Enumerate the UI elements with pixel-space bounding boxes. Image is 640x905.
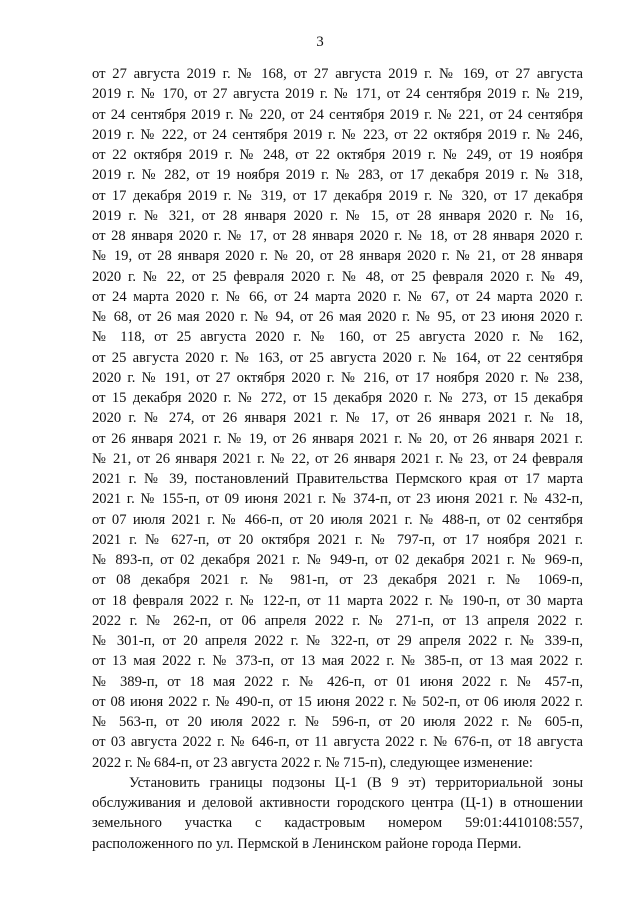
text-line: 2020 г. № 191, от 27 октября 2020 г. № 216, от 17 ноября 2020 г. № 238,: [92, 369, 583, 386]
text-line: от 22 октября 2019 г. № 248, от 22 октября 2019 г. № 249, от 19 ноября: [92, 147, 583, 163]
page-number: 3: [316, 34, 324, 50]
text-line: 2021 г. № 627-п, от 20 октября 2021 г. № 797-п, от 17 ноября 2021 г.: [92, 531, 583, 548]
text-line: от 24 сентября 2019 г. № 220, от 24 сентября 2019 г. № 221, от 24 сентября: [92, 106, 583, 123]
text-line: № 19, от 28 января 2020 г. № 20, от 28 января 2020 г. № 21, от 28 января: [92, 248, 583, 265]
text-line: от 08 декабря 2021 г. № 981-п, от 23 декабря 2021 г. № 1069-п,: [92, 572, 583, 589]
text-line: 2021 г. № 155-п, от 09 июня 2021 г. № 374-п, от 23 июня 2021 г. № 432-п,: [92, 491, 583, 508]
text-line: от 13 мая 2022 г. № 373-п, от 13 мая 2022 г. № 385-п, от 13 мая 2022 г.: [92, 653, 583, 670]
text-line: 2020 г. № 22, от 25 февраля 2020 г. № 48, от 25 февраля 2020 г. № 49,: [92, 268, 583, 285]
text-line: № 301-п, от 20 апреля 2022 г. № 322-п, от 29 апреля 2022 г. № 339-п,: [92, 633, 583, 649]
text-line: от 24 марта 2020 г. № 66, от 24 марта 2020 г. № 67, от 24 марта 2020 г.: [92, 288, 583, 305]
text-line: № 118, от 25 августа 2020 г. № 160, от 25 августа 2020 г. № 162,: [92, 329, 583, 346]
paragraph-resolution: [92, 773, 583, 854]
text-line: от 17 декабря 2019 г. № 319, от 17 декабря 2019 г. № 320, от 17 декабря: [92, 187, 583, 204]
text-line: от 07 июля 2021 г. № 466-п, от 20 июля 2021 г. № 488-п, от 02 сентября: [92, 511, 583, 528]
text-line: № 893-п, от 02 декабря 2021 г. № 949-п, от 02 декабря 2021 г. № 969-п,: [92, 552, 583, 568]
text-line: обслуживания и деловой активности городского центра (Ц-1) в отношении: [92, 795, 583, 811]
document-body: [92, 64, 583, 854]
text-line: от 03 августа 2022 г. № 646-п, от 11 августа 2022 г. № 676-п, от 18 августа: [92, 734, 583, 751]
text-line: 2019 г. № 321, от 28 января 2020 г. № 15, от 28 января 2020 г. № 16,: [92, 207, 583, 224]
text-line: земельного участка с кадастровым номером 59:01:4410108:557,: [92, 815, 583, 832]
text-line: 2019 г. № 282, от 19 ноября 2019 г. № 283, от 17 декабря 2019 г. № 318,: [92, 167, 583, 184]
text-line: 2021 г. № 39, постановлений Правительства Пермского края от 17 марта: [92, 471, 583, 487]
text-line: Установить границы подзоны Ц-1 (В 9 эт) территориальной зоны: [129, 774, 583, 791]
text-line: от 08 июня 2022 г. № 490-п, от 15 июня 2022 г. № 502-п, от 06 июля 2022 г.: [92, 693, 583, 710]
text-line: 2020 г. № 274, от 26 января 2021 г. № 17, от 26 января 2021 г. № 18,: [92, 410, 583, 427]
text-line: 2019 г. № 222, от 24 сентября 2019 г. № 223, от 22 октября 2019 г. № 246,: [92, 126, 583, 143]
text-line: № 21, от 26 января 2021 г. № 22, от 26 января 2021 г. № 23, от 24 февраля: [92, 450, 583, 467]
text-line: от 25 августа 2020 г. № 163, от 25 августа 2020 г. № 164, от 22 сентября: [92, 349, 583, 366]
text-line: от 27 августа 2019 г. № 168, от 27 августа 2019 г. № 169, от 27 августа: [92, 66, 583, 82]
text-line: 2022 г. № 684-п, от 23 августа 2022 г. № 715-п), следующее изменение:: [92, 754, 533, 771]
text-line: № 563-п, от 20 июля 2022 г. № 596-п, от 20 июля 2022 г. № 605-п,: [92, 714, 583, 730]
paragraph-amendment-list: [92, 64, 583, 773]
text-line: от 18 февраля 2022 г. № 122-п, от 11 марта 2022 г. № 190-п, от 30 марта: [92, 592, 583, 609]
text-line: от 26 января 2021 г. № 19, от 26 января 2021 г. № 20, от 26 января 2021 г.: [92, 430, 583, 447]
text-line: 2019 г. № 170, от 27 августа 2019 г. № 171, от 24 сентября 2019 г. № 219,: [92, 86, 583, 103]
text-line: от 15 декабря 2020 г. № 272, от 15 декабря 2020 г. № 273, от 15 декабря: [92, 390, 583, 406]
text-line: № 68, от 26 мая 2020 г. № 94, от 26 мая 2020 г. № 95, от 23 июня 2020 г.: [92, 309, 583, 325]
text-line: № 389-п, от 18 мая 2022 г. № 426-п, от 01 июня 2022 г. № 457-п,: [92, 673, 583, 690]
text-line: расположенного по ул. Пермской в Ленинском районе города Перми.: [92, 835, 522, 852]
text-line: 2022 г. № 262-п, от 06 апреля 2022 г. № 271-п, от 13 апреля 2022 г.: [92, 612, 583, 629]
text-line: от 28 января 2020 г. № 17, от 28 января 2020 г. № 18, от 28 января 2020 г.: [92, 228, 583, 244]
